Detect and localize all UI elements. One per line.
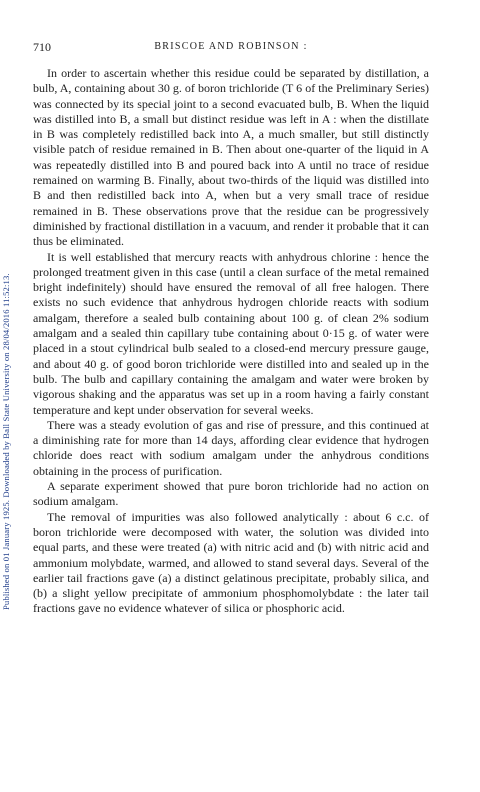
download-watermark: Published on 01 January 1925. Downloaded by Ball State University on 28/04/2016 11:52:13. bbox=[1, 273, 11, 610]
paragraph-distillation: In order to ascertain whether this residue could be separated by distillation, a bulb, A, containing about 30 g. of boron trichloride (T 6 of the Preliminary Series) was connected by its special joint to a second evacuated bulb, B. When the liquid was distilled into B, a small but distinct residue was left in A : when the distillate in B was completely redistilled back into A, a much smaller, but still distinctly visible patch of residue remained in B. Then about one-quarter of the liquid in A was repeatedly distilled into B and poured back into A until no trace of residue remained on warming B. Finally, about two-thirds of the liquid was distilled into B and then redistilled back into A, when but a very small trace of residue remained in B. These observations prove that the residue can be progressively diminished by fractional distillation in a vacuum, and render it probable that it can thus be eliminated. bbox=[33, 66, 429, 249]
paragraph-impurity-analysis: The removal of impurities was also followed analytically : about 6 c.c. of boron trichloride were decomposed with water, the solution was divided into equal parts, and these were treated (a) with nitric acid and (b) with nitric acid and ammonium molybdate, warmed, and allowed to stand several days. Several of the earlier tail fractions gave (a) a distinct gelatinous precipitate, probably silica, and (b) a slight yellow precipitate of ammonium phosphomolybdate : the later tail fractions gave no evidence whatever of silica or phosphoric acid. bbox=[33, 509, 429, 616]
page-header bbox=[33, 40, 429, 56]
page-number: 710 bbox=[33, 40, 51, 54]
paragraph-gas-evolution: There was a steady evolution of gas and rise of pressure, and this continued at a diminishing rate for more than 14 days, affording clear evidence that hydrogen chloride does react with sodium amalgam under the anhydrous conditions obtaining in the process of purification. bbox=[33, 417, 429, 478]
running-head: BRISCOE AND ROBINSON : bbox=[154, 41, 308, 52]
body-text bbox=[33, 66, 429, 617]
paragraph-separate-experiment: A separate experiment showed that pure boron trichloride had no action on sodium amalgam. bbox=[33, 479, 429, 509]
paragraph-sodium-amalgam: It is well established that mercury reacts with anhydrous chlorine : hence the prolonged treatment given in this case (until a clean surface of the metal remained bright indefinitely) should have ensured the removal of all free halogen. There exists no such evidence that anhydrous hydrogen chloride reacts with sodium amalgam, therefore a sealed bulb containing about 100 g. of clean 2% sodium amalgam and a sealed thin capillary tube containing about 0·15 g. of water were placed in a stout cylindrical bulb sealed to a closed-end mercury pressure gauge, and about 40 g. of good boron trichloride were distilled into and sealed up in the bulb. The bulb and capillary containing the amalgam and water were broken by vigorous shaking and the apparatus was set up in a room having a fairly constant temperature and kept under observation for several weeks. bbox=[33, 249, 429, 417]
